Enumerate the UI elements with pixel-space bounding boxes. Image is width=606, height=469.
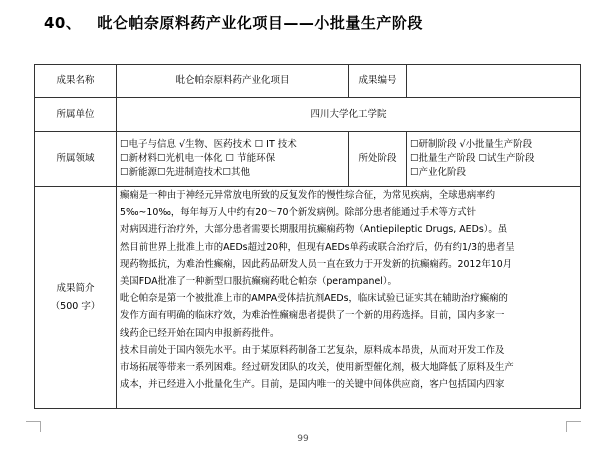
intro-line: 吡仑帕奈是第一个被批准上市的AMPA受体拮抗剂AEDs，临床试验已证实其在辅助治疗癫痫的	[120, 293, 508, 305]
label-intro	[35, 187, 117, 409]
intro-line: 技术目前处于国内领先水平。由于某原料药制备工艺复杂，原料成本昂贵，从而对开发工作及	[120, 344, 505, 356]
stage-options-line-1: ☐研制阶段 √小批量生产阶段	[410, 139, 533, 150]
intro-line: 癫痫是一种由于神经元异常放电所致的反复发作的慢性综合征，为常见疾病，全球患病率约	[120, 190, 496, 201]
field-options-line-1: ☐电子与信息 √生物、医药技术 ☐ IT 技术	[120, 139, 297, 150]
field-options-line-3: ☐新能源☐先进制造技术☐其他	[120, 167, 251, 178]
intro-line: 5‰~10‰，每年每万人中约有20～70个新发病例。除部分患者能通过手术等方式针	[120, 207, 477, 219]
label-intro-sub: （500 字）	[50, 300, 101, 312]
intro-line: 发作方面有明确的临床疗效，为难治性癫痫患者提供了一个新的用药选择。目前，国内多家一	[120, 310, 505, 322]
label-stage: 所处阶段	[349, 132, 407, 187]
field-options-line-2: ☐新材料☐光机电一体化 ☐ 节能环保	[120, 153, 276, 164]
label-name: 成果名称	[35, 65, 117, 98]
row-unit	[35, 98, 581, 132]
intro-line: 对病因进行治疗外，大部分患者需要长期服用抗癫痫药物（Antiepileptic Drugs, AEDs）。虽	[120, 224, 508, 236]
value-code	[407, 65, 581, 98]
page-title	[44, 12, 423, 33]
intro-line: 然目前世界上批准上市的AEDs超过20种，但现有AEDs单药或联合治疗后，仍有约1/3的患者呈	[120, 241, 515, 253]
label-unit: 所属单位	[35, 98, 117, 132]
intro-line: 市场拓展等带来一系列困难。经过研发团队的攻关，使用新型催化剂，极大地降低了原料及生产	[120, 362, 514, 374]
row-name	[35, 65, 581, 98]
intro-line: 现药物抵抗，为难治性癫痫，因此药品研发人员一直在致力于开发新的抗癫痫药。2012年10月	[120, 258, 513, 270]
crop-mark-left	[26, 421, 41, 432]
label-code: 成果编号	[349, 65, 407, 98]
row-field	[35, 132, 581, 187]
stage-options-line-2: ☐批量生产阶段 ☐试生产阶段	[410, 153, 535, 164]
crop-mark-right	[566, 421, 581, 432]
value-unit: 四川大学化工学院	[117, 98, 581, 132]
intro-line: 成本，并已经进入小批量化生产。目前，是国内唯一的关键中间体供应商，客户包括国内四家	[120, 379, 505, 391]
stage-options	[407, 132, 581, 187]
page-number: 99	[297, 434, 309, 444]
field-options	[117, 132, 349, 187]
label-intro-title: 成果简介	[56, 282, 95, 294]
achievement-form-table	[34, 64, 581, 409]
row-intro	[35, 187, 581, 409]
value-name: 吡仑帕奈原料药产业化项目	[117, 65, 349, 98]
intro-text	[117, 187, 581, 409]
intro-line: 线药企已经开始在国内申报新药批件。	[120, 327, 280, 339]
stage-options-line-3: ☐产业化阶段	[410, 167, 467, 178]
label-field: 所属领域	[35, 132, 117, 187]
intro-line: 美国FDA批准了一种新型口服抗癫痫药吡仑帕奈（perampanel）。	[120, 276, 397, 288]
section-number: 40、	[44, 14, 82, 32]
section-title: 吡仑帕奈原料药产业化项目——小批量生产阶段	[97, 14, 423, 32]
